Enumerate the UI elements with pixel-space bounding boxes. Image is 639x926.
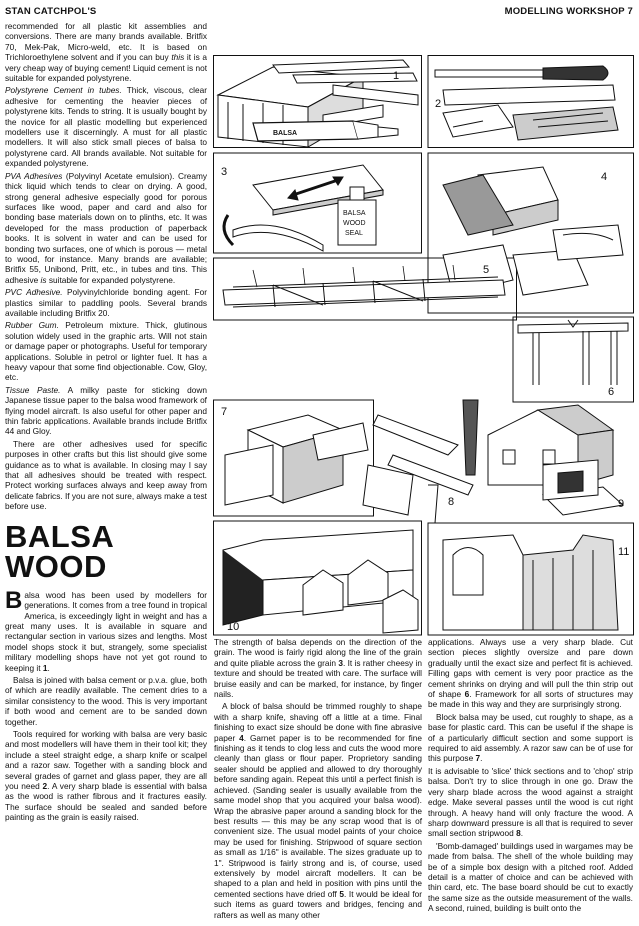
magazine-section-title: STAN CATCHPOL'S [5,6,97,17]
panel-7-block [221,406,368,505]
paragraph: Balsa wood has been used by modellers for generations. It comes from a tree found in tropical America, is exceedingly light in weight and has a great many uses. It is available in square and rectangular section in various sizes and lengths. Most model shops stock it but, strangely, some specialist military modelling shops have not yet got round to keeping it 1. [5,586,207,673]
text-column-3 [428,637,633,916]
bottle-label-2: WOOD [343,220,366,227]
page-folio: MODELLING WORKSHOP 7 [504,6,633,17]
panel-9-building [488,405,624,515]
paragraph: Polystyrene Cement in tubes. Thick, viscous, clear adhesive for cementing the heavier pieces of polystyrene kits. Tends to string. It is usually bought by the novice for all plastic modelling but experienced modellers use it discerningly. A must for all plastic modellers. It will also stick small pieces of balsa to polystyrene card. All brands available. Not suitable for expanded polystyrene. [5,85,207,169]
panel-number-6: 6 [608,386,615,398]
text-column-1 [5,21,207,825]
panel-2-tools [435,66,618,140]
panel-4-sanding [338,167,623,295]
paragraph: Tools required for working with balsa are very basic and most modellers will have them in their tool kit; they include a steel straight edge, a sharp knife or scalpel and a razor saw. Together with a sanding block and several grades of garnet and glass paper, they are all you need 2. A very sharp blade is essential with balsa as the wood is rather fibrous and it fractures easily. The surface should be sealed and sanded before painting as the grain is easily raised. [5,728,207,823]
paragraph: A block of balsa should be trimmed roughly to shape with a sharp knife, shaving off a little at a time. Final finishing to exact size should be done with fine abrasive paper 4. Garnet paper is to be recommended for fine finishing as it tends to clog less and cuts the wood more cleanly than glass or flour paper. Proprietory sanding sealer should be applied and allowed to dry thoroughly before sanding again. Repeat this until a perfect finish is achieved. (Sanding sealer is usually available from the same model shop that you acquired your balsa wood). Wrap the abrasive paper around a sanding block for the best results — this may be any scrap wood that is of convenient size. The usual model paints of your choice may be used for finishing. Stripwood of square section as small as 1/16" is available. The sizes graduate up to 1". Stripwood is fairly strong and is, of course, used extensively by model aircraft modellers. It can be shaped to a plan and held in position with pins until the cemented sections have dried off 5. It would be ideal for such items as guard towers and bridges, fencing and rafters as well as many other [214,701,423,920]
paragraph: PVA Adhesives (Polyvinyl Acetate emulsion). Creamy thick liquid which tends to clear on drying. A good, strong general adhesive especially good for porous surfaces like wood, paper and card and also for bonding base materials down on to plinths, etc. It was developed for the mass production of paperback books. It is solvent in water and can be used for bonding two surfaces, one of which is porous — metal to wood, for instance. Many brands are available; Britfix 55, Unibond, Pritt, etc., in tubes and tins. This adhesive is suitable for expanded polystyrene. [5,170,207,285]
panel-11-ruin [443,535,629,630]
panel-number-9: 9 [618,498,625,510]
bottle-label-1: BALSA [343,210,366,217]
paragraph: applications. Always use a very sharp blade. Cut section pieces slightly oversize and pare down gradually until the exact size and perfect fit is achieved. Filling gaps with cement is very poor practice as the cement shrinks on drying and will pull the thin strip out of shape 6. Framework for all sorts of structures may be made in this way and they are surprisingly strong. [428,637,633,710]
panel-number-4: 4 [601,171,608,183]
panel-8-slicing [363,400,478,523]
panel-number-3: 3 [221,166,228,178]
panel-number-7: 7 [221,406,228,418]
panel-number-10: 10 [227,621,240,633]
drop-cap: B [5,586,23,614]
panel-number-1: 1 [393,70,400,82]
panel-number-5: 5 [483,264,490,276]
bottle-label-3: SEAL [345,230,363,237]
panel-number-2: 2 [435,98,442,110]
panel-number-8: 8 [448,496,455,508]
paragraph: Tissue Paste. A milky paste for sticking down Japanese tissue paper to the balsa wood framework of flying model aircraft. Is also useful for other paper and thin fabric applications. Available brands include Britfix 44 and Gloy. [5,384,207,437]
paragraph: There are other adhesives used for specific purposes in other crafts but this list should give some guidance as to what is available. In closing may I say that all adhesives should be treated with respect. Protect working surfaces always and keep away from delicate fabrics. If you are not sure, always make a test before use. [5,438,207,512]
paragraph: Block balsa may be used, cut roughly to shape, as a base for plastic card. This can be useful if the shape is of a particularly difficult section and some support is required to aid assembly. A razor saw can be of use for this purpose 7. [428,711,633,764]
paragraph: 'Bomb-damaged' buildings used in wargames may be made from balsa. The shell of the whole building may be of a simple box design with a pitched roof. Added detail is a matter of choice and can be achieved with thin card, etc. The base board should be cut to exactly the same size as the outside measurement of the walls. A second, ruined, building is built onto the [428,840,633,914]
panel-10-profiles [223,530,418,633]
text-column-2 [214,637,422,922]
tube-label: BALSA [273,130,298,137]
paragraph: It is advisable to 'slice' thick sections and to 'chop' strip balsa. Don't try to slice through in one go. Draw the very sharp blade across the wood against a straight edge. Make several passes until the wood is cut right through. A heavy hand will only fracture the wood. A sharp downward pressure is all that is required to sever small section stripwood 8. [428,765,633,839]
panel-number-11: 11 [618,546,630,558]
paragraph: Rubber Gum. Petroleum mixture. Thick, glutinous solution widely used in the graphic arts. Will not stain or damage paper or photographs. Useful for temporary applications. Soluble in petrol or lighter fuel. It has a heavy vapour that some find objectionable. Cow, Gloy, etc. [5,320,207,383]
section-heading: BALSA WOOD [5,518,115,584]
panel-1-balsa-blocks [218,60,418,147]
page-header [5,6,633,20]
paragraph: Balsa is joined with balsa cement or p.v.a. glue, both of which are readily available. The cement dries to a similar consistency to the wood. This is very important if both wood and cement are to be sanded down together. [5,674,207,727]
panel-6-strip [518,320,628,398]
paragraph: PVC Adhesive. Polyvinylchloride bonding agent. For plastics similar to paddling pools. Several brands available including Britfix 20. [5,287,207,318]
balsa-illustrations [213,55,634,636]
paragraph: The strength of balsa depends on the direction of the grain. The wood is fairly rigid along the line of the grain and quite pliable across the grain 3. It is rather cheesy in texture and should be treated with care. The surface will bruise easily and can be marked, for instance, by finger nails. [214,637,422,700]
paragraph: recommended for all plastic kit assemblies and conversions. There are many brands available. Britfix 70, Mek-Pak, Micro-weld, etc. It is based on Trichloroethylene solvent and if you can buy this it is a very cheap way of buying cement! Liquid cement is not suitable for expanded polystyrene. [5,21,207,84]
